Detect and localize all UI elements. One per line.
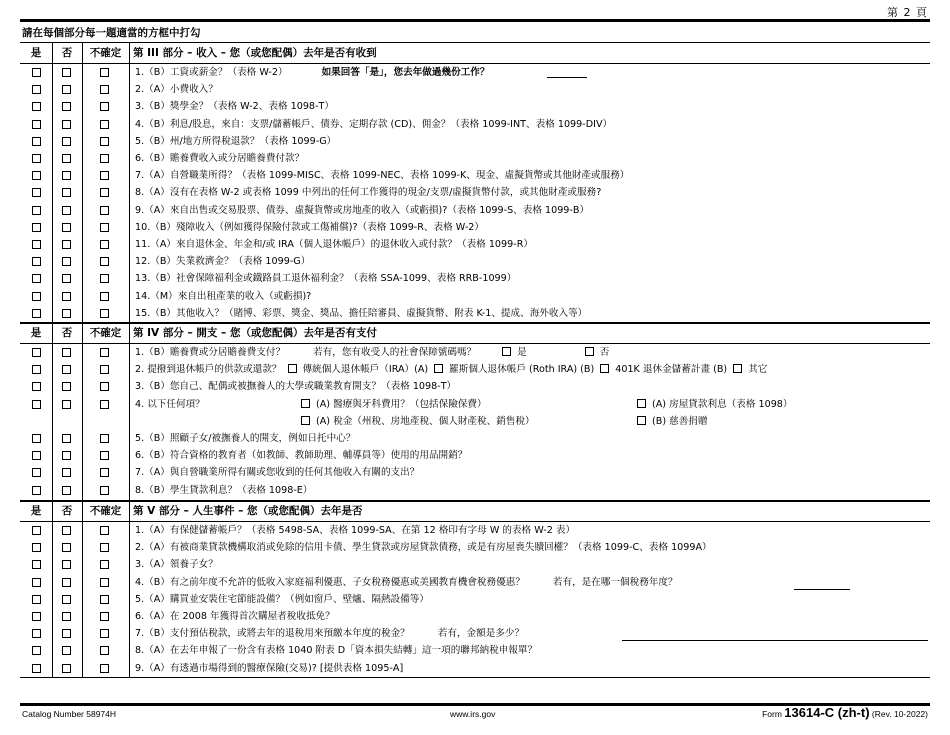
unsure-checkbox[interactable] (100, 365, 109, 374)
question-label: 2.（A）小費收入？ (135, 84, 218, 96)
unsure-checkbox[interactable] (100, 468, 109, 477)
question-text (135, 184, 601, 201)
unsure-checkbox[interactable] (100, 309, 109, 318)
unsure-checkbox[interactable] (100, 434, 109, 443)
question-row (20, 464, 930, 481)
question-text (135, 464, 419, 481)
question-label: 3.（A）領養子女？ (135, 559, 218, 571)
yes-checkbox[interactable] (32, 434, 41, 443)
question-label: 15.（B）其他收入？（賭博、彩票、獎金、獎品、擔任陪審員、虛擬貨幣、附表 K-1、提成、海外收入等） (135, 307, 588, 319)
question-label: 5.（A）購買並安裝住宅節能設備？（例如窗戶、壁爐、隔熱設備等） (135, 593, 429, 605)
question-label: 4.（B）利息/股息，來自：支票/儲蓄帳戶、債券、定期存款 (CD)、佣金？（表格 1099-INT、表格 1099-DIV） (135, 118, 613, 130)
unsure-checkbox[interactable] (100, 120, 109, 129)
ssn-yes-label: 是 (517, 347, 527, 358)
charitable-label: (B) 慈善捐贈 (652, 415, 708, 427)
question-text (135, 344, 609, 361)
question-row (20, 396, 930, 413)
taxes-label: (A) 稅金（州稅、房地產稅、個人財產稅、銷售稅） (316, 415, 535, 427)
question-row (20, 167, 930, 184)
unsure-checkbox[interactable] (100, 223, 109, 232)
traditional-ira-label: 傳統個人退休帳戶（IRA）(A) (302, 364, 429, 376)
yes-checkbox[interactable] (32, 348, 41, 357)
question-label: 6.（A）在 2008 年獲得首次購屋者稅收抵免？ (135, 611, 335, 622)
yes-checkbox[interactable] (32, 560, 41, 569)
jobs-count-question: 如果回答「是」，您去年做過幾份工作？ (321, 67, 490, 78)
unsure-checkbox[interactable] (100, 595, 109, 604)
part4-title: 第 IV 部分 – 開支 – 您（或您配偶）去年是否有支付 (133, 327, 377, 339)
unsure-checkbox[interactable] (100, 137, 109, 146)
no-checkbox[interactable] (62, 468, 71, 477)
question-row (20, 591, 930, 608)
unsure-checkbox[interactable] (100, 664, 109, 673)
question-text (135, 167, 629, 184)
part3-header (20, 43, 930, 63)
charitable-checkbox[interactable] (637, 416, 646, 425)
question-label: 10.（B）殘障收入（例如獲得保險付款或工傷補償)?（表格 1099-R、表格 W-2） (135, 221, 485, 233)
unsure-checkbox[interactable] (100, 560, 109, 569)
no-checkbox[interactable] (62, 664, 71, 673)
question-label: 8.（A）沒有在表格 W-2 或表格 1099 中列出的任何工作獲得的現金/支票/虛擬貨幣付款，或其他財產或服務? (135, 187, 602, 199)
medical-expenses-checkbox[interactable] (301, 399, 310, 408)
question-text (135, 447, 467, 464)
yes-checkbox[interactable] (32, 646, 41, 655)
yes-checkbox[interactable] (32, 188, 41, 197)
yes-checkbox[interactable] (32, 85, 41, 94)
unsure-checkbox[interactable] (100, 274, 109, 283)
no-checkbox[interactable] (62, 543, 71, 552)
question-label: 9.（A）來自出售或交易股票、債券、虛擬貨幣或房地產的收入（或虧損)?（表格 1099-S、表格 1099-B） (135, 204, 590, 216)
question-row (20, 305, 930, 322)
question-label: 2. 提撥到退休帳戶的供款或還款？ (135, 364, 282, 376)
question-row (20, 344, 930, 361)
unsure-checkbox[interactable] (100, 348, 109, 357)
yes-checkbox[interactable] (32, 137, 41, 146)
no-checkbox[interactable] (62, 240, 71, 249)
part4-header (20, 323, 930, 343)
question-text (135, 305, 587, 322)
question-row (20, 608, 930, 625)
401k-checkbox[interactable] (600, 364, 609, 373)
yes-checkbox[interactable] (32, 664, 41, 673)
column-no-label: 否 (61, 505, 73, 517)
other-retirement-label: 其它 (748, 364, 768, 376)
question-label: 7.（A）與自營職業所得有關或您收到的任何其他收入有關的支出？ (135, 467, 420, 479)
medical-expenses-label: (A) 醫療與牙科費用？（包括保險保費） (316, 398, 487, 410)
question-label: 8.（B）學生貸款利息？（表格 1098-E） (135, 484, 313, 496)
no-checkbox[interactable] (62, 309, 71, 318)
question-label: 11.（A）來自退休金、年金和/或 IRA（個人退休帳戶）的退休收入或付款？（表格 1099-R） (135, 239, 533, 250)
question-row (20, 642, 930, 659)
question-row (20, 64, 930, 81)
no-checkbox[interactable] (62, 68, 71, 77)
no-checkbox[interactable] (62, 365, 71, 374)
no-checkbox[interactable] (62, 595, 71, 604)
yes-checkbox[interactable] (32, 274, 41, 283)
no-checkbox[interactable] (62, 154, 71, 163)
question-text (135, 64, 489, 81)
yes-checkbox[interactable] (32, 292, 41, 301)
unsure-checkbox[interactable] (100, 486, 109, 495)
tax-year-input[interactable] (794, 589, 850, 590)
no-checkbox[interactable] (62, 188, 71, 197)
question-text (135, 150, 304, 167)
table-bottom-rule (20, 677, 930, 678)
unsure-checkbox[interactable] (100, 382, 109, 391)
question-row (20, 361, 930, 378)
instruction-text: 請在每個部分每一題適當的方框中打勾 (22, 27, 201, 39)
part5-header (20, 501, 930, 521)
question-label: 5.（B）照顧子女/被撫養人的開支，例如日托中心？ (135, 433, 356, 444)
tax-year-question: 若有，是在哪一個稅務年度？ (552, 576, 678, 588)
question-row (20, 539, 930, 556)
yes-checkbox[interactable] (32, 400, 41, 409)
column-unsure-label: 不確定 (89, 327, 122, 339)
question-row (20, 574, 930, 591)
unsure-checkbox[interactable] (100, 188, 109, 197)
yes-checkbox[interactable] (32, 382, 41, 391)
yes-checkbox[interactable] (32, 365, 41, 374)
no-checkbox[interactable] (62, 85, 71, 94)
question-row (20, 625, 930, 642)
question-text (135, 133, 336, 150)
yes-checkbox[interactable] (32, 240, 41, 249)
part5-title: 第 V 部分 – 人生事件 – 您（或您配偶）去年是否 (133, 505, 363, 517)
question-text (135, 288, 311, 305)
question-text (135, 361, 767, 378)
unsure-checkbox[interactable] (100, 206, 109, 215)
question-text (135, 236, 533, 253)
question-label: 6.（B）贍養費收入或分居贍養費付款？ (135, 153, 305, 164)
yes-checkbox[interactable] (32, 102, 41, 111)
yes-checkbox[interactable] (32, 257, 41, 266)
mortgage-interest-checkbox[interactable] (637, 399, 646, 408)
yes-checkbox[interactable] (32, 68, 41, 77)
question-text (135, 625, 524, 642)
question-text (135, 202, 589, 219)
question-text (135, 81, 218, 98)
question-label: 3.（B）您自己、配偶或被撫養人的大學或職業教育開支？（表格 1098-T） (135, 381, 457, 393)
question-text (135, 98, 334, 115)
unsure-checkbox[interactable] (100, 526, 109, 535)
question-label: 4. 以下任何項？ (135, 398, 205, 410)
part3-title: 第 III 部分 – 收入 – 您（或您配偶）去年是否有收到 (133, 47, 377, 59)
question-row (20, 270, 930, 287)
question-text (135, 482, 312, 499)
question-row (20, 116, 930, 133)
yes-checkbox[interactable] (32, 612, 41, 621)
form-revision: (Rev. 10-2022) (871, 709, 928, 719)
column-yes-label: 是 (30, 505, 42, 517)
amount-input[interactable] (622, 640, 928, 641)
yes-checkbox[interactable] (32, 595, 41, 604)
question-label: 3.（B）獎學金？（表格 W-2、表格 1098-T） (135, 101, 334, 113)
no-checkbox[interactable] (62, 223, 71, 232)
no-checkbox[interactable] (62, 137, 71, 146)
column-no-label: 否 (61, 47, 73, 59)
question-row (20, 150, 930, 167)
question-label: 2.（A）有被商業貸款機構取消或免除的信用卡債、學生貸款或房屋貸款債務，或是有房屋喪失贖回權？（表格 1099-C、表格 1099A） (135, 542, 712, 554)
yes-checkbox[interactable] (32, 629, 41, 638)
question-text (135, 253, 310, 270)
question-text (135, 591, 429, 608)
no-checkbox[interactable] (62, 526, 71, 535)
no-checkbox[interactable] (62, 171, 71, 180)
unsure-checkbox[interactable] (100, 171, 109, 180)
yes-checkbox[interactable] (32, 309, 41, 318)
question-label: 8.（A）在去年申報了一份含有表格 1040 附表 D「資本損失結轉」這一項的聯邦納稅申報單？ (135, 645, 538, 657)
yes-checkbox[interactable] (32, 543, 41, 552)
question-text (135, 608, 335, 625)
question-row (20, 81, 930, 98)
mortgage-interest-label: (A) 房屋貸款利息（表格 1098） (652, 398, 793, 410)
unsure-checkbox[interactable] (100, 257, 109, 266)
catalog-number: Catalog Number 58974H (22, 709, 117, 719)
question-label: 1.（A）有保健儲蓄帳戶？（表格 5498-SA、表格 1099-SA、在第 12 格印有字母 W 的表格 W-2 表） (135, 525, 576, 536)
question-row (20, 133, 930, 150)
question-label: 9.（A）有透過市場得到的醫療保險(交易)? [提供表格 1095-A] (135, 662, 404, 674)
no-checkbox[interactable] (62, 292, 71, 301)
question-row-continuation (20, 413, 930, 430)
no-checkbox[interactable] (62, 257, 71, 266)
question-row (20, 430, 930, 447)
question-label: 14.（M）來自出租產業的收入（或虧損)? (135, 290, 312, 302)
unsure-checkbox[interactable] (100, 400, 109, 409)
question-label: 6.（B）符合資格的教育者（如教師、教師助理、輔導員等）使用的用品開銷？ (135, 450, 468, 462)
questionnaire-table (20, 0, 930, 735)
unsure-checkbox[interactable] (100, 612, 109, 621)
yes-checkbox[interactable] (32, 223, 41, 232)
yes-checkbox[interactable] (32, 451, 41, 460)
question-row (20, 522, 930, 539)
401k-label: 401K 退休金儲蓄計畫 (B) (615, 364, 728, 376)
question-label: 12.（B）失業救濟金？（表格 1099-G） (135, 256, 311, 268)
ssn-no-label: 否 (599, 347, 610, 358)
no-checkbox[interactable] (62, 382, 71, 391)
question-text (135, 660, 403, 677)
unsure-checkbox[interactable] (100, 85, 109, 94)
question-row (20, 660, 930, 677)
no-checkbox[interactable] (62, 348, 71, 357)
question-text (135, 539, 712, 556)
question-row (20, 202, 930, 219)
amount-question: 若有，金額是多少？ (437, 628, 525, 640)
question-row (20, 98, 930, 115)
no-checkbox[interactable] (62, 451, 71, 460)
no-checkbox[interactable] (62, 578, 71, 587)
question-row (20, 288, 930, 305)
column-unsure-label: 不確定 (89, 47, 122, 59)
column-unsure-label: 不確定 (89, 505, 122, 517)
unsure-checkbox[interactable] (100, 102, 109, 111)
question-text (135, 116, 612, 133)
yes-checkbox[interactable] (32, 526, 41, 535)
ssn-no-checkbox[interactable] (585, 347, 594, 356)
taxes-checkbox[interactable] (301, 416, 310, 425)
ssn-question: 若有，您有收受人的社會保障號碼嗎？ (313, 347, 477, 358)
no-checkbox[interactable] (62, 206, 71, 215)
page-number: 第 2 頁 (887, 6, 928, 19)
unsure-checkbox[interactable] (100, 629, 109, 638)
yes-checkbox[interactable] (32, 486, 41, 495)
unsure-checkbox[interactable] (100, 578, 109, 587)
question-row (20, 219, 930, 236)
question-text (135, 574, 678, 591)
unsure-checkbox[interactable] (100, 451, 109, 460)
question-text (135, 522, 575, 539)
yes-checkbox[interactable] (32, 154, 41, 163)
other-retirement-checkbox[interactable] (733, 364, 742, 373)
question-row (20, 482, 930, 499)
question-text (135, 642, 537, 659)
no-checkbox[interactable] (62, 486, 71, 495)
yes-checkbox[interactable] (32, 171, 41, 180)
question-label: 1.（B）工資或薪金？（表格 W-2） (135, 67, 288, 78)
column-yes-label: 是 (30, 47, 42, 59)
question-row (20, 184, 930, 201)
question-row (20, 447, 930, 464)
unsure-checkbox[interactable] (100, 646, 109, 655)
no-checkbox[interactable] (62, 400, 71, 409)
question-label: 13.（B）社會保障福利金或鐵路員工退休福利金？（表格 SSA-1099、表格 RRB-1099） (135, 273, 517, 285)
question-text (135, 219, 484, 236)
column-no-label: 否 (61, 327, 73, 339)
no-checkbox[interactable] (62, 612, 71, 621)
form-number: 13614-C (zh-t) (784, 705, 870, 720)
no-checkbox[interactable] (62, 102, 71, 111)
roth-ira-checkbox[interactable] (434, 364, 443, 373)
question-row (20, 378, 930, 395)
no-checkbox[interactable] (62, 274, 71, 283)
unsure-checkbox[interactable] (100, 154, 109, 163)
traditional-ira-checkbox[interactable] (288, 364, 297, 373)
yes-checkbox[interactable] (32, 578, 41, 587)
yes-checkbox[interactable] (32, 120, 41, 129)
unsure-checkbox[interactable] (100, 240, 109, 249)
jobs-count-input[interactable] (547, 77, 587, 78)
question-label: 7.（B）支付預估稅款，或將去年的退稅用來預繳本年度的稅金？ (135, 628, 410, 640)
no-checkbox[interactable] (62, 560, 71, 569)
question-label: 7.（A）自營職業所得？（表格 1099-MISC、表格 1099-NEC、表格 1099-K、現金、虛擬貨幣或其他財產或服務） (135, 170, 630, 182)
question-text (135, 430, 355, 447)
question-text (135, 556, 218, 573)
question-text (135, 396, 205, 413)
question-label: 4.（B）有之前年度不允許的低收入家庭福利優惠、子女稅務優惠或美國教育機會稅務優惠？ (135, 576, 525, 588)
unsure-checkbox[interactable] (100, 543, 109, 552)
ssn-yes-checkbox[interactable] (502, 347, 511, 356)
roth-ira-label: 羅斯個人退休帳戶 (Roth IRA) (B) (449, 364, 595, 376)
no-checkbox[interactable] (62, 120, 71, 129)
unsure-checkbox[interactable] (100, 68, 109, 77)
form-prefix: Form (762, 709, 782, 719)
question-row (20, 236, 930, 253)
unsure-checkbox[interactable] (100, 292, 109, 301)
question-row (20, 253, 930, 270)
column-yes-label: 是 (30, 327, 42, 339)
question-row (20, 556, 930, 573)
question-label: 1.（B）贍養費或分居贍養費支付？ (135, 347, 286, 358)
question-text (135, 270, 516, 287)
yes-checkbox[interactable] (32, 206, 41, 215)
question-text (135, 378, 456, 395)
question-label: 5.（B）州/地方所得稅退款？（表格 1099-G） (135, 135, 337, 147)
no-checkbox[interactable] (62, 434, 71, 443)
no-checkbox[interactable] (62, 646, 71, 655)
yes-checkbox[interactable] (32, 468, 41, 477)
form-id (762, 705, 928, 720)
no-checkbox[interactable] (62, 629, 71, 638)
website-link[interactable]: www.irs.gov (450, 709, 496, 719)
